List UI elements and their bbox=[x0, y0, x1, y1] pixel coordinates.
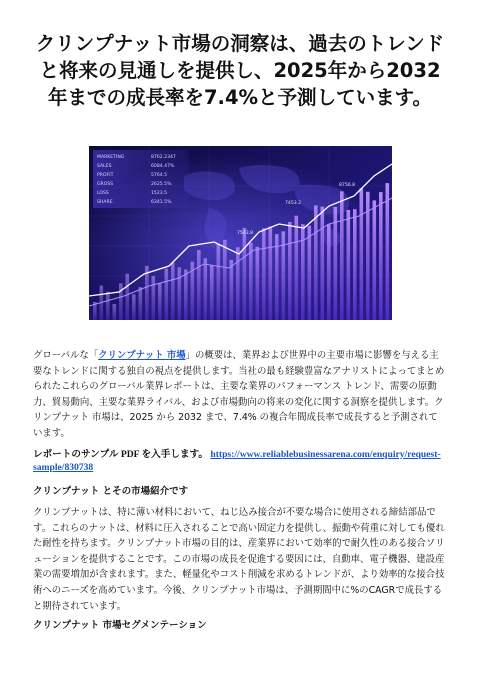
hero-table-label: SALES bbox=[97, 164, 112, 169]
hero-tag-3: 8756.8 bbox=[339, 183, 356, 188]
hero-bar bbox=[243, 228, 247, 320]
hero-bar bbox=[353, 209, 357, 320]
sample-label: レポートのサンプル PDF を入手します。 bbox=[33, 449, 208, 460]
hero-bar bbox=[288, 222, 292, 320]
hero-bar bbox=[301, 224, 305, 320]
hero-bar bbox=[321, 207, 325, 320]
hero-bar bbox=[113, 304, 117, 320]
hero-tag-2: 7543.8 bbox=[237, 231, 254, 236]
hero-bar bbox=[119, 283, 123, 320]
hero-bar bbox=[360, 188, 364, 320]
section-body-intro: クリンプナットは、特に薄い材料において、ねじ込み接合が不要な場合に使用される締結部品です。これらのナットは、材料に圧入されることで高い固定力を提供し、振動や荷重に対しても優れた耐性を持ちます。クリンプナット市場の目的は、産業界において効率的で耐久性のある接合ソリューションを提供することです。この市場の成長を促進する要因には、自動車、電子機器、建設産業の需要増加が含まれます。また、軽量化やコスト削減を求めるトレンドが、より効率的な接合技術へのニーズを高めています。今後、クリンプナット市場は、予測期間中に%のCAGRで成長すると期待されています。 bbox=[33, 507, 445, 612]
hero-bar bbox=[269, 227, 273, 320]
hero-bar bbox=[152, 276, 156, 320]
sample-request-link[interactable]: https://www.reliablebusinessarena.com/enquiry/request-sample/830738 bbox=[33, 449, 441, 473]
hero-table-value: 6084.47% bbox=[151, 164, 175, 169]
hero-image bbox=[89, 146, 392, 320]
hero-bar bbox=[139, 287, 143, 320]
hero-bar bbox=[165, 269, 169, 320]
hero-bar bbox=[308, 226, 312, 320]
hero-table-label: LOSS bbox=[97, 191, 109, 196]
page-title: クリンプナット市場の洞察は、過去のトレンドと将来の見通しを提供し、2025年から2032年までの成長率を7.4%と予測しています。 bbox=[35, 32, 445, 109]
hero-bar bbox=[373, 200, 377, 320]
section-heading-intro: クリンプナット とその市場紹介です bbox=[33, 486, 189, 497]
hero-table-label: PROFIT bbox=[97, 173, 114, 178]
hero-bar bbox=[223, 240, 227, 320]
sample-request bbox=[33, 448, 449, 474]
intro-paragraph bbox=[33, 348, 447, 441]
hero-bar bbox=[256, 247, 260, 320]
hero-bar bbox=[158, 283, 162, 320]
hero-bar bbox=[236, 247, 240, 320]
hero-tag-1: 7453.2 bbox=[285, 201, 302, 206]
hero-bar bbox=[379, 192, 383, 320]
hero-table-label: GROSS bbox=[97, 182, 114, 187]
hero-bar bbox=[197, 250, 201, 320]
hero-bar bbox=[249, 243, 253, 320]
hero-bar bbox=[340, 191, 344, 320]
hero-chart-graphic bbox=[89, 146, 392, 320]
hero-bar bbox=[171, 263, 175, 320]
hero-table-value: 2625.5% bbox=[151, 182, 172, 187]
hero-bar bbox=[126, 274, 130, 320]
hero-bar bbox=[386, 183, 390, 320]
hero-bar bbox=[132, 294, 136, 320]
intro-prefix: グローバルな「 bbox=[33, 350, 99, 361]
hero-bar bbox=[314, 205, 318, 320]
hero-bar bbox=[327, 224, 331, 320]
hero-table-value: 1523.5 bbox=[151, 191, 168, 196]
hero-bar bbox=[262, 228, 266, 320]
hero-table-value: 8762.2347 bbox=[151, 155, 176, 160]
hero-table-label: SHARE bbox=[97, 200, 113, 205]
hero-table-value: 5764.5 bbox=[151, 173, 168, 178]
hero-bar bbox=[334, 207, 338, 320]
hero-bar bbox=[217, 244, 221, 320]
hero-bar bbox=[295, 216, 299, 320]
hero-table-label: MARKETING bbox=[97, 155, 125, 160]
hero-table-value: 6341.5% bbox=[151, 200, 172, 205]
intro-body: 」の概要は、業界および世界中の主要市場に影響を与える主要なトレンドに関する独自の視点を提供します。当社の最も経験豊富なアナリストによってまとめられたこれらのグローバル業界レポートは、主要な業界のパフォーマンス トレンド、需要の原動力、貿易動向、主要な業界ライバル、および市場動向の将来の変化に関する洞察を提供します。クリンプナット 市場は、2025 から 2032 まで、7.4% の複合年間成長率で成長すると予測されています。 bbox=[33, 350, 445, 439]
market-link[interactable]: クリンプナット 市場 bbox=[98, 350, 186, 361]
hero-bar bbox=[184, 270, 188, 321]
section-heading-segmentation: クリンプナット 市場セグメンテーション bbox=[33, 620, 207, 631]
hero-bar bbox=[347, 210, 351, 320]
hero-bar bbox=[178, 267, 182, 320]
hero-bar bbox=[106, 292, 110, 320]
hero-bar bbox=[210, 265, 214, 320]
hero-bar bbox=[230, 260, 234, 320]
hero-bar bbox=[204, 258, 208, 320]
